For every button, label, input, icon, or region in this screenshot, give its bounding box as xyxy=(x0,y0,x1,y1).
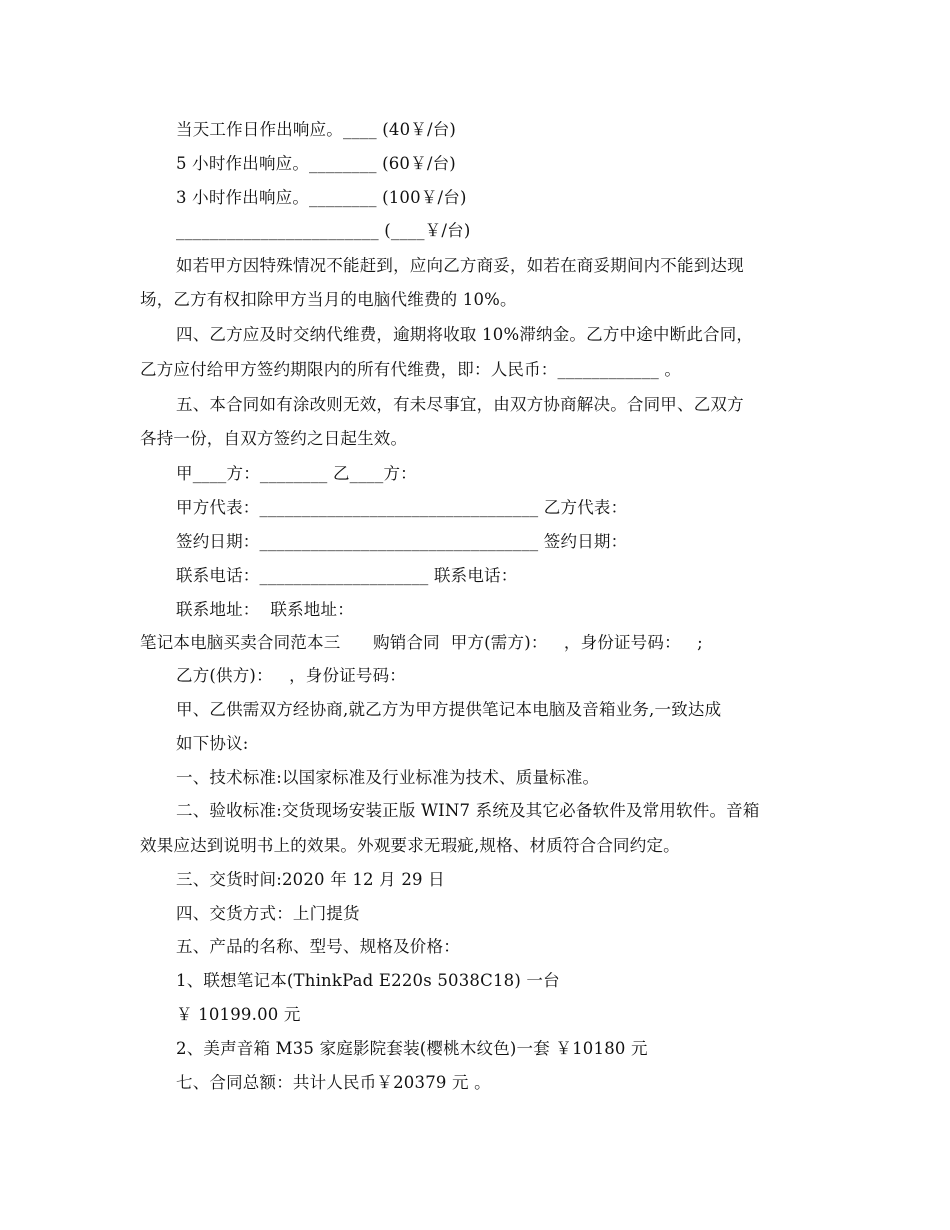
text-line: 乙方应付给甲方签约期限内的所有代维费，即：人民币：____________ 。 xyxy=(140,360,682,379)
text-line: ￥ 10199.00 元 xyxy=(176,1005,301,1024)
text-line: 四、乙方应及时交纳代维费，逾期将收取 10%滞纳金。乙方中途中断此合同， xyxy=(176,325,754,344)
text-line: 效果应达到说明书上的效果。外观要求无瑕疵,规格、材质符合合同约定。 xyxy=(140,836,680,855)
signature-line: 联系电话：____________________ 联系电话： xyxy=(176,566,518,585)
text-line: 甲、乙供需双方经协商,就乙方为甲方提供笔记本电脑及音箱业务,一致达成 xyxy=(176,700,722,719)
text-line: 当天工作日作出响应。____ (40￥/台) xyxy=(176,120,457,139)
text-line: 5 小时作出响应。________ (60￥/台) xyxy=(176,154,456,173)
signature-line: 甲方代表：_________________________________ 乙方代表： xyxy=(176,498,628,517)
text-line: 场，乙方有权扣除甲方当月的电脑代维费的 10%。 xyxy=(140,290,517,309)
section-heading: 笔记本电脑买卖合同范本三 购销合同 甲方(需方)： ，身份证号码： ; xyxy=(140,633,703,652)
signature-line: 签约日期：_________________________________ 签约日期： xyxy=(176,532,628,551)
text-line: 一、技术标准:以国家标准及行业标准为技术、质量标准。 xyxy=(176,768,600,787)
text-line: 如若甲方因特殊情况不能赶到，应向乙方商妥，如若在商妥期间内不能到达现 xyxy=(176,256,744,275)
signature-line: 联系地址： 联系地址： xyxy=(176,600,354,619)
text-line: 七、合同总额：共计人民币￥20379 元 。 xyxy=(176,1073,491,1092)
text-line: 2、美声音箱 M35 家庭影院套装(樱桃木纹色)一套 ￥10180 元 xyxy=(176,1039,648,1058)
text-line: ________________________ (____￥/台) xyxy=(176,221,471,240)
text-line: 三、交货时间:2020 年 12 月 29 日 xyxy=(176,870,445,889)
text-line: 1、联想笔记本(ThinkPad E220s 5038C18) 一台 xyxy=(176,971,560,990)
text-line: 二、验收标准:交货现场安装正版 WIN7 系统及其它必备软件及常用软件。音箱 xyxy=(176,801,760,820)
text-line: 五、产品的名称、型号、规格及价格： xyxy=(176,937,460,956)
text-line: 五、本合同如有涂改则无效，有未尽事宜，由双方协商解决。合同甲、乙双方 xyxy=(176,395,744,414)
text-line: 如下协议: xyxy=(176,734,249,753)
text-line: 四、交货方式：上门提货 xyxy=(176,904,360,923)
signature-line: 甲____方：________ 乙____方： xyxy=(176,464,417,483)
text-line: 3 小时作出响应。________ (100￥/台) xyxy=(176,188,467,207)
text-line: 各持一份，自双方签约之日起生效。 xyxy=(140,429,408,448)
text-line: 乙方(供方)： ，身份证号码： xyxy=(176,666,407,685)
